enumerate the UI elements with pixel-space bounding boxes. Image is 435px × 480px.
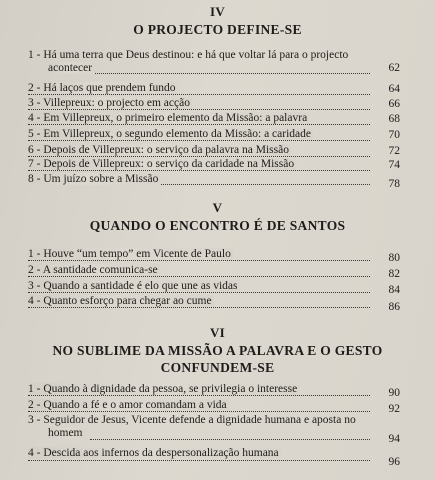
toc-entry-text: 2 - A santidade comunica-se — [28, 264, 158, 276]
dot-leader — [28, 156, 370, 157]
section-title-continued: CONFUNDEM-SE — [160, 360, 275, 375]
toc-entry-text: 4 - Descida aos infernos da despersonalização humana — [28, 447, 279, 459]
toc-entry — [28, 447, 400, 469]
toc-page-number: 80 — [388, 252, 400, 264]
section-title: NO SUBLIME DA MISSÃO A PALAVRA E O GESTO — [52, 343, 383, 358]
toc-entry-text: 3 - Quando a santidade é elo que une as vidas — [28, 280, 238, 292]
toc-entry-text: 1 - Quando à dignidade da pessoa, se privilegia o interesse — [28, 383, 298, 395]
toc-entry-text: 2 - Há laços que prendem fundo — [28, 82, 176, 94]
toc-entry-text: 5 - Em Villepreux, o segundo elemento da Missão: a caridade — [28, 128, 312, 140]
toc-page-number: 62 — [388, 62, 400, 74]
section-title: O PROJECTO DEFINE-SE — [133, 22, 302, 37]
toc-entry — [28, 173, 400, 191]
toc-entry-text: 2 - Quando a fé e o amor comandam a vida — [28, 399, 227, 411]
dot-leader — [28, 395, 370, 396]
toc-page-number: 94 — [388, 433, 400, 445]
dot-leader — [28, 109, 370, 110]
toc-page-number: 82 — [388, 268, 400, 280]
toc-entry-text-continued: acontecer — [48, 62, 93, 74]
toc-page-number: 64 — [388, 83, 400, 95]
toc-entry-text: 3 - Villepreux: o projecto em acção — [28, 97, 190, 109]
dot-leader — [28, 140, 370, 141]
toc-entry — [28, 97, 400, 111]
dot-leader — [28, 411, 370, 412]
section-number: IV — [209, 4, 226, 19]
toc-entry-text: 6 - Depois de Villepreux: o serviço da palavra na Missão — [28, 144, 289, 156]
toc-entry-text: 4 - Em Villepreux, o primeiro elemento da Missão: a palavra — [28, 112, 308, 124]
toc-page-number: 68 — [388, 113, 400, 125]
toc-entry — [28, 158, 400, 172]
toc-entry — [28, 264, 400, 281]
toc-entry — [28, 295, 400, 314]
toc-page-number: 66 — [388, 98, 400, 110]
toc-page-number: 84 — [388, 284, 400, 296]
toc-entry — [28, 49, 400, 75]
toc-page-number: 78 — [388, 178, 400, 190]
section-number: V — [212, 200, 223, 215]
toc-entry — [28, 248, 400, 265]
toc-entry-text: 1 - Há uma terra que Deus destinou: e há que voltar lá para o projecto — [28, 49, 349, 61]
toc-entry — [28, 383, 400, 400]
dot-leader — [28, 307, 370, 308]
toc-entry — [28, 144, 400, 158]
dot-leader — [28, 94, 370, 95]
toc-page-number: 70 — [388, 129, 400, 141]
dot-leader — [28, 124, 370, 125]
dot-leader — [90, 73, 370, 74]
toc-page-number: 96 — [388, 456, 400, 468]
dot-leader — [28, 292, 370, 293]
toc-entry — [28, 128, 400, 142]
toc-page-number: 74 — [388, 159, 400, 171]
toc-page-number: 92 — [388, 403, 400, 415]
toc-entry — [28, 112, 400, 126]
toc-entry-text-continued: homem — [48, 427, 83, 439]
toc-entry-text: 1 - Houve “um tempo” em Vicente de Paulo — [28, 248, 231, 260]
section-number: VI — [209, 325, 226, 340]
section-title: QUANDO O ENCONTRO É DE SANTOS — [89, 218, 346, 233]
toc-entry-text: 7 - Depois de Villepreux: o serviço da caridade na Missão — [28, 158, 295, 170]
toc-page-number: 86 — [388, 301, 400, 313]
dot-leader — [28, 276, 370, 277]
dot-leader — [28, 260, 370, 261]
toc-page-number: 90 — [388, 387, 400, 399]
toc-page-number: 72 — [388, 145, 400, 157]
toc-entry-text: 8 - Um juízo sobre a Missão — [28, 173, 159, 185]
dot-leader — [28, 460, 370, 461]
dot-leader — [90, 439, 370, 440]
toc-entry — [28, 82, 400, 96]
toc-entry-text: 3 - Seguidor de Jesus, Vicente defende a dignidade humana e aposta no — [28, 414, 356, 426]
toc-entry-text: 4 - Quanto esforço para chegar ao cume — [28, 295, 212, 307]
toc-entry — [28, 414, 400, 448]
dot-leader — [28, 170, 370, 171]
